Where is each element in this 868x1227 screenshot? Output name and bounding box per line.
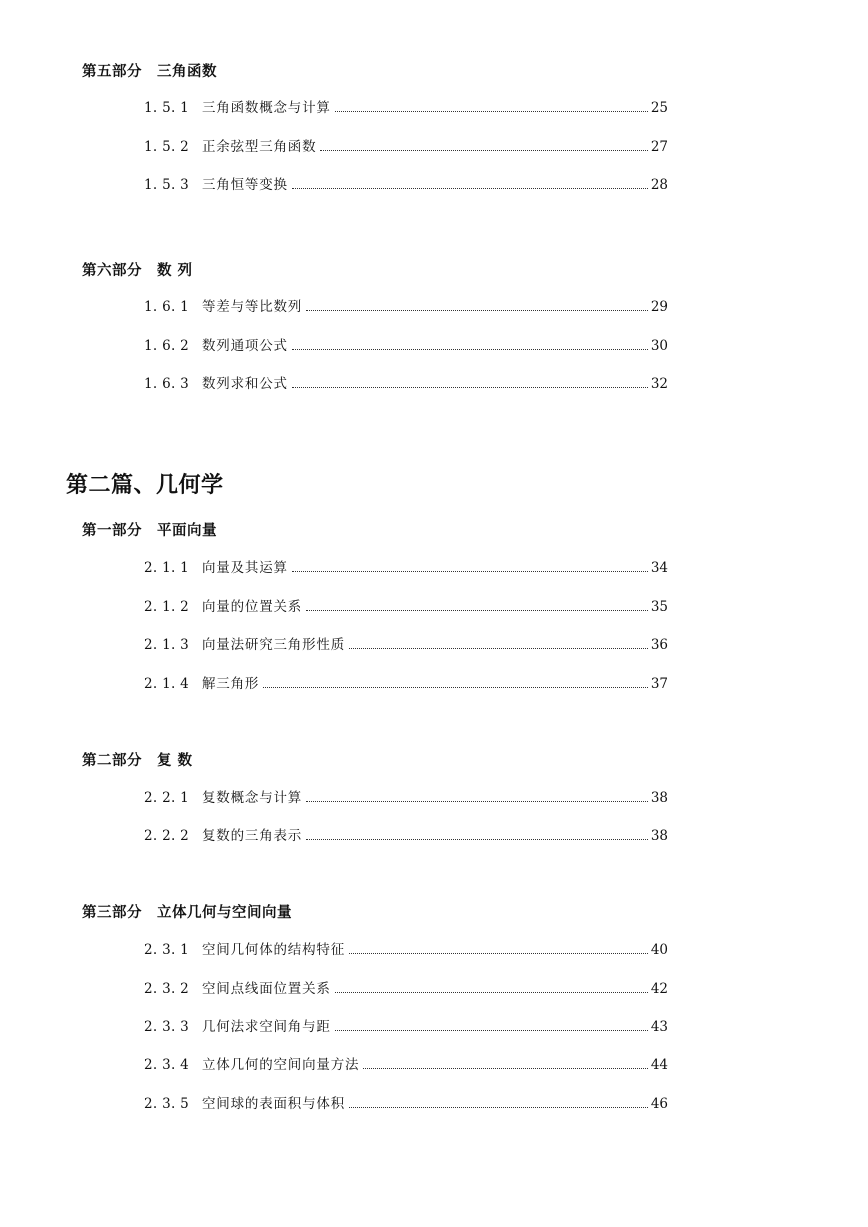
section-heading: 第五部分 三角函数	[82, 63, 217, 80]
entry-page: 38	[650, 790, 668, 806]
entry-title: 空间点线面位置关系	[202, 981, 331, 997]
dot-leader	[292, 349, 648, 350]
entry-page: 44	[650, 1057, 668, 1073]
toc-entry[interactable]	[144, 334, 668, 354]
section-heading: 第六部分 数 列	[82, 262, 193, 279]
entry-page: 40	[650, 942, 668, 958]
entry-title: 三角函数概念与计算	[202, 100, 331, 116]
toc-entry[interactable]	[144, 295, 668, 315]
entry-page: 35	[650, 599, 668, 615]
part-title: 第二篇、几何学	[66, 472, 224, 498]
entry-number: 1. 5. 1	[144, 100, 190, 116]
toc-entry[interactable]	[144, 633, 668, 653]
entry-page: 42	[650, 981, 668, 997]
entry-title: 空间球的表面积与体积	[202, 1096, 345, 1112]
entry-number: 1. 5. 3	[144, 177, 190, 193]
entry-number: 2. 3. 3	[144, 1019, 190, 1035]
entry-title: 向量的位置关系	[202, 599, 303, 615]
entry-title: 数列求和公式	[202, 376, 288, 392]
entry-page: 36	[650, 637, 668, 653]
toc-entry[interactable]	[144, 135, 668, 155]
entry-number: 1. 5. 2	[144, 139, 190, 155]
entry-number: 2. 3. 2	[144, 981, 190, 997]
toc-entry[interactable]	[144, 938, 668, 958]
toc-entry[interactable]	[144, 173, 668, 193]
entry-title: 三角恒等变换	[202, 177, 288, 193]
entry-number: 2. 1. 1	[144, 560, 190, 576]
dot-leader	[349, 1107, 648, 1108]
dot-leader	[349, 953, 648, 954]
entry-title: 复数的三角表示	[202, 828, 303, 844]
toc-entry[interactable]	[144, 1053, 668, 1073]
section-heading: 第三部分 立体几何与空间向量	[82, 904, 292, 921]
entry-page: 34	[650, 560, 668, 576]
dot-leader	[292, 387, 648, 388]
dot-leader	[335, 1030, 648, 1031]
entry-number: 1. 6. 2	[144, 338, 190, 354]
toc-entry[interactable]	[144, 556, 668, 576]
entry-page: 25	[650, 100, 668, 116]
entry-title: 向量及其运算	[202, 560, 288, 576]
dot-leader	[292, 571, 648, 572]
entry-page: 29	[650, 299, 668, 315]
toc-entry[interactable]	[144, 1015, 668, 1035]
entry-number: 2. 1. 2	[144, 599, 190, 615]
toc-entry[interactable]	[144, 1092, 668, 1112]
entry-page: 37	[650, 676, 668, 692]
toc-entry[interactable]	[144, 595, 668, 615]
dot-leader	[335, 992, 648, 993]
dot-leader	[335, 111, 648, 112]
dot-leader	[306, 839, 648, 840]
entry-number: 1. 6. 1	[144, 299, 190, 315]
dot-leader	[306, 801, 648, 802]
entry-title: 解三角形	[202, 676, 260, 692]
section-heading: 第二部分 复 数	[82, 752, 193, 769]
toc-entry[interactable]	[144, 372, 668, 392]
entry-number: 2. 1. 4	[144, 676, 190, 692]
toc-entry[interactable]	[144, 824, 668, 844]
toc-entry[interactable]	[144, 786, 668, 806]
entry-number: 2. 1. 3	[144, 637, 190, 653]
dot-leader	[320, 150, 647, 151]
entry-title: 几何法求空间角与距	[202, 1019, 331, 1035]
dot-leader	[292, 188, 648, 189]
entry-page: 27	[650, 139, 668, 155]
entry-title: 等差与等比数列	[202, 299, 303, 315]
entry-number: 2. 3. 1	[144, 942, 190, 958]
entry-page: 32	[650, 376, 668, 392]
dot-leader	[363, 1068, 648, 1069]
toc-entry[interactable]	[144, 977, 668, 997]
entry-number: 1. 6. 3	[144, 376, 190, 392]
entry-number: 2. 2. 1	[144, 790, 190, 806]
entry-title: 立体几何的空间向量方法	[202, 1057, 360, 1073]
dot-leader	[306, 310, 648, 311]
entry-page: 46	[650, 1096, 668, 1112]
toc-entry[interactable]	[144, 672, 668, 692]
dot-leader	[263, 687, 648, 688]
entry-page: 43	[650, 1019, 668, 1035]
dot-leader	[306, 610, 648, 611]
entry-title: 复数概念与计算	[202, 790, 303, 806]
entry-number: 2. 3. 4	[144, 1057, 190, 1073]
entry-title: 正余弦型三角函数	[202, 139, 317, 155]
entry-number: 2. 2. 2	[144, 828, 190, 844]
entry-title: 数列通项公式	[202, 338, 288, 354]
entry-number: 2. 3. 5	[144, 1096, 190, 1112]
dot-leader	[349, 648, 648, 649]
entry-title: 向量法研究三角形性质	[202, 637, 345, 653]
entry-page: 38	[650, 828, 668, 844]
entry-page: 28	[650, 177, 668, 193]
section-heading: 第一部分 平面向量	[82, 522, 217, 539]
entry-title: 空间几何体的结构特征	[202, 942, 345, 958]
entry-page: 30	[650, 338, 668, 354]
toc-entry[interactable]	[144, 96, 668, 116]
